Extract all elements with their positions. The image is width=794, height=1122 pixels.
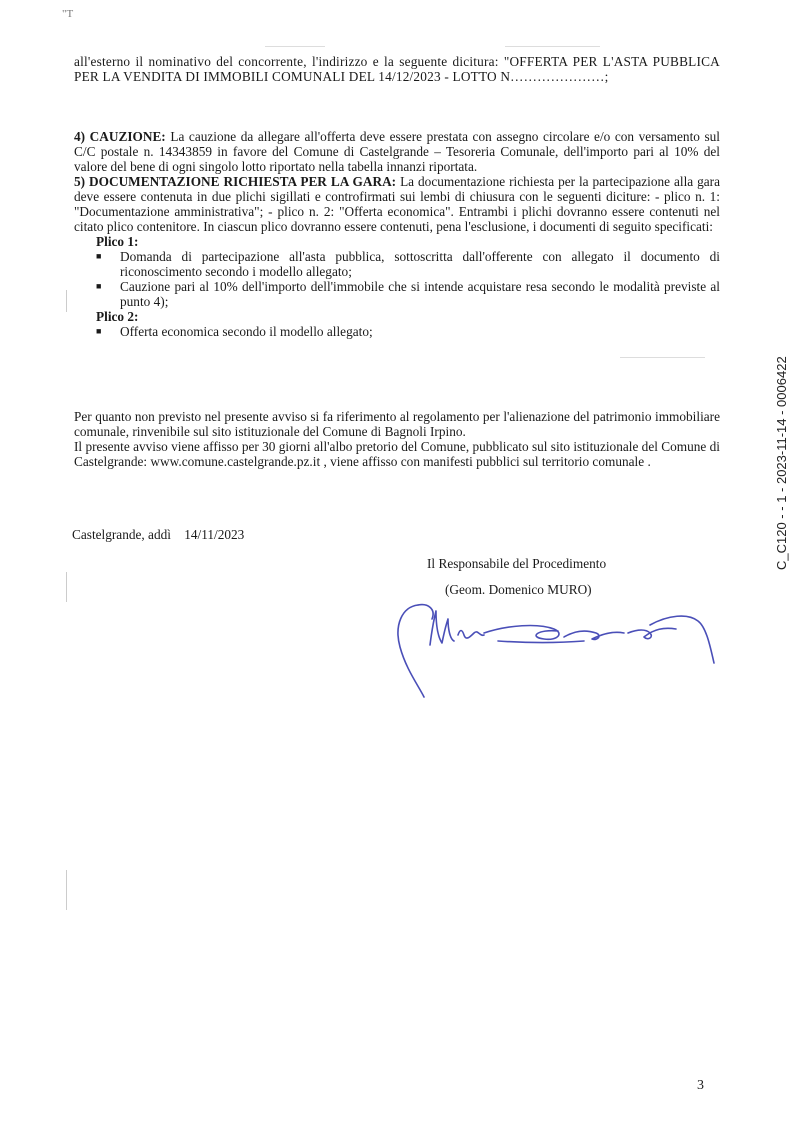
scan-artifact (505, 46, 600, 47)
list-item: ■ Domanda di partecipazione all'asta pubblica, sottoscritta dall'offerente con allegato il documento di riconoscimento secondo i modello allegato; (96, 249, 720, 279)
scan-artifact (66, 290, 67, 312)
publication-paragraph: Il presente avviso viene affisso per 30 giorni all'albo pretorio del Comune, pubblicato sul sito istituzionale del Comune di Castelgrande: www.comune.castelgrande.pz.it , viene affisso con manifesti pubblici sul territorio comunale . (74, 439, 720, 469)
bullet-icon: ■ (96, 326, 102, 336)
scan-artifact (620, 357, 705, 358)
signature-name: (Geom. Domenico MURO) (445, 582, 592, 597)
cauzione-title: 4) CAUZIONE: (74, 129, 166, 144)
bullet-icon: ■ (96, 251, 102, 261)
documentation-text: La documentazione richiesta per la partecipazione alla gara deve essere contenuta in due plichi sigillati e controfirmati sui lembi di chiusura con le seguenti diciture: - plico n. 1: "Documentazione amministrativa"; - plico n. 2: "Offerta economica". Entrambi i plichi dovranno essere contenuti nel citato plico contenitore. In ciascun plico dovranno essere contenuti, pena l'esclusione, i documenti di seguito specificati: (74, 174, 720, 234)
envelope-label-paragraph: all'esterno il nominativo del concorrente, l'indirizzo e la seguente dicitura: "OFFERTA PER L'ASTA PUBBLICA PER LA VENDITA DI IMMOBILI COMUNALI DEL 14/12/2023 - LOTTO N…………………; (74, 54, 720, 84)
list-item: ■ Cauzione pari al 10% dell'importo dell'immobile che si intende acquistare resa secondo le modalità previste al punto 4); (96, 279, 720, 309)
plico-1-title: Plico 1: (96, 234, 139, 249)
scan-artifact (66, 870, 67, 910)
regulation-paragraph: Per quanto non previsto nel presente avviso si fa riferimento al regolamento per l'alienazione del patrimonio immobiliare comunale, rinvenibile sul sito istituzionale del Comune di Bagnoli Irpino. (74, 409, 720, 439)
cauzione-section (74, 129, 720, 339)
plico-2-title: Plico 2: (96, 309, 139, 324)
scan-corner-mark: "T (62, 8, 74, 20)
signature-role: Il Responsabile del Procedimento (427, 556, 607, 571)
protocol-stamp: C_C120 - - 1 - 2023-11-14 - 0006422 (774, 356, 789, 570)
closing-paragraphs (74, 409, 720, 469)
page-number: 3 (697, 1078, 704, 1093)
place-and-date: Castelgrande, addì 14/11/2023 (72, 527, 245, 542)
bullet-icon: ■ (96, 281, 102, 291)
scan-artifact (66, 572, 67, 602)
list-item: ■ Offerta economica secondo il modello allegato; (96, 324, 373, 339)
cauzione-text: La cauzione da allegare all'offerta deve essere prestata con assegno circolare e/o con versamento sul C/C postale n. 14343859 in favore del Comune di Castelgrande – Tesoreria Comunale, dell'importo pari al 10% del valore del bene di ogni singolo lotto riportato nella tabella innanzi riportata. (74, 129, 721, 174)
scan-artifact (265, 46, 325, 47)
documentation-title: 5) DOCUMENTAZIONE RICHIESTA PER LA GARA: (74, 174, 397, 189)
handwritten-signature (388, 585, 728, 705)
